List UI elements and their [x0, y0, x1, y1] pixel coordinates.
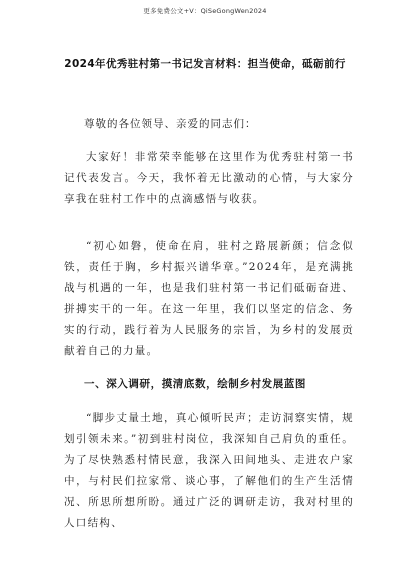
paragraph-2024-review: “初心如磐，使命在肩，驻村之路展新颜；信念似铁，责任于胸，乡村振兴谱华章。”2024年，是充满挑战与机遇的一年，也是我们驻村第一书记们砥砺奋进、拼搏实干的一年。在这一年里，我们以坚定的信念、务实的行动，践行着为人民服务的宗旨，为乡村的发展贡献着自己的力量。: [64, 240, 354, 357]
header-note: 更多免费公文+V：QiSeGongWen2024: [143, 7, 267, 15]
salutation: 尊敬的各位领导、亲爱的同志们：: [84, 118, 257, 130]
section-heading: 一、深入调研，摸清底数，绘制乡村发展蓝图: [84, 378, 306, 390]
paragraph-opening: 大家好！非常荣幸能够在这里作为优秀驻村第一书记代表发言。今天，我怀着无比激动的心情，与大家分享我在驻村工作中的点滴感悟与收获。: [64, 151, 354, 205]
document-title: 2024年优秀驻村第一书记发言材料：担当使命，砥砺前行: [64, 58, 346, 70]
paragraph-section-1: “脚步丈量土地，真心倾听民声；走访洞察实情，规划引领未来。”初到驻村岗位，我深知自己肩负的重任。为了尽快熟悉村情民意，我深入田间地头、走进农户家中，与村民们拉家常、谈心事，了解他们的生产生活情况、所思所想所盼。通过广泛的调研走访，我对村里的人口结构、: [64, 412, 354, 529]
